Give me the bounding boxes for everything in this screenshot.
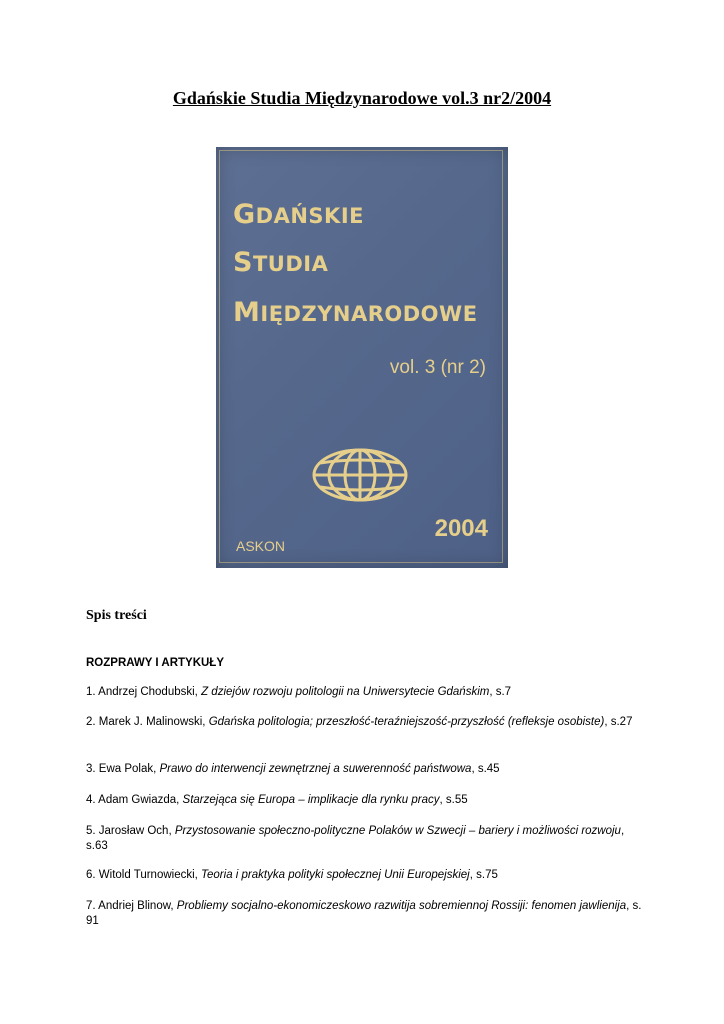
toc-entry-2: 2. Marek J. Malinowski, Gdańska politologia; przeszłość-teraźniejszość-przyszłość (refleksje osobiste), s.27: [86, 716, 633, 728]
cover-year: 2004: [434, 515, 488, 542]
toc-entry-3: 3. Ewa Polak, Prawo do interwencji zewnętrznej a suwerenność państwowa, s.45: [86, 763, 500, 775]
toc-entry-4: 4. Adam Gwiazda, Starzejąca się Europa – implikacje dla rynku pracy, s.55: [86, 794, 468, 806]
cover-title-line-1: GDAŃSKIE: [233, 199, 364, 230]
toc-entry-1: 1. Andrzej Chodubski, Z dziejów rozwoju politologii na Uniwersytecie Gdańskim, s.7: [86, 686, 512, 698]
toc-entry-7: 7. Andriej Blinow, Probliemy socjalno-ekonomiczeskowo razwitija sobremiennoj Rossiji: fenomen jawlienija, s. 91: [86, 900, 642, 927]
toc-entry-6: 6. Witold Turnowiecki, Teoria i praktyka polityki społecznej Unii Europejskiej, s.75: [86, 869, 498, 881]
section-heading: ROZPRAWY I ARTYKUŁY: [86, 657, 225, 669]
globe-icon: [310, 447, 410, 503]
book-cover-image: [216, 147, 508, 568]
toc-heading: Spis treści: [86, 608, 147, 623]
page-title: Gdańskie Studia Międzynarodowe vol.3 nr2/2004: [172, 88, 552, 108]
cover-volume: vol. 3 (nr 2): [389, 357, 486, 378]
cover-publisher: ASKON: [236, 538, 286, 554]
cover-title-line-2: STUDIA: [233, 247, 329, 278]
cover-title-line-3: MIĘDZYNARODOWE: [233, 297, 478, 328]
toc-entry-5: 5. Jarosław Och, Przystosowanie społeczno-polityczne Polaków w Szwecji – bariery i możliwości rozwoju, s.63: [86, 825, 625, 852]
